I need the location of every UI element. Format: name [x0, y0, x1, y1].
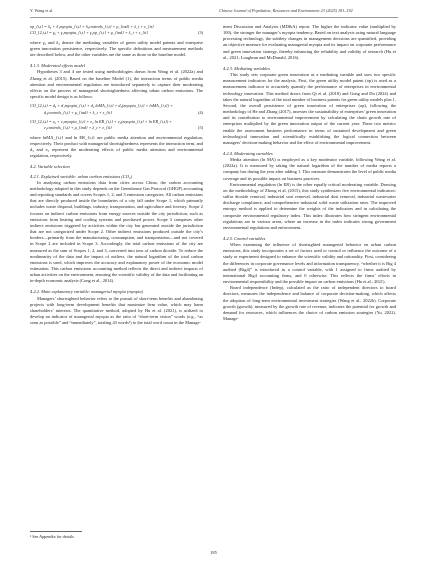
section-heading-4-1-3: 4.1.3. Moderated effects model	[30, 63, 85, 69]
paragraph-moderator-definitions: where lnMA_{i,t} and ln ER_{i,t} are public media attention and environmental regulation, respectively. Their product with managerial shortsightedness represents the interaction term, and d₃ and e₃ represent the moderating effects of public media attention and environmental regulation, respectively.	[30, 134, 203, 159]
paragraph-carbon-emissions: In analyzing carbon emissions data from cities across China, the carbon accounting methodology adopted in this study depends on the Greenhouse Gas Protocol (GHGP) accounting and reporting standards and covers Scopes 1, 2, and 3 emissions categories. All carbon emissions that are directly produced inside the boundaries of a city fall under Scope 1, which primarily includes waste disposal, buildings, industry, transportation, and agriculture and forestry. Scope 2 focuses on indirect carbon emissions from energy sources outside the city jurisdiction, such as emissions from heating and cooling systems and purchased power. Scope 3 comprises other indirect emissions triggered by activities within the city but generated outside the jurisdiction that are not categorized under Scope 2. Other indirect emissions produced outside the city’s borders—primarily from the manufacturing, consumption, and transportation—and not covered in Scope 2 are included in Scope 3. Accordingly, the total carbon emissions of the city are measured as the sum of Scopes 1, 2, and 3, converted into tons of carbon dioxide. To reduce the nonlinearity of the data and the impact of outliers, the natural logarithm of the total carbon emissions is used, which improves the accuracy and explanatory power of the economic model estimation. This carbon emissions accounting method reflects the direct and indirect impacts of urban activities on the environment, ensuring the scientific validity of the data and facilitating an in-depth economic analysis (Cong et al., 2014).	[30, 179, 203, 284]
section-heading-4-2-4: 4.2.4. Moderating variables	[223, 150, 273, 156]
paragraph-myopia-continued: ment Discussion and Analysis (MD&A) report. The higher the indicator value (multiplied by 100), the stronger the manager’s myopia tendency. Based on text analysis using natural language processing technology, the subtlety changes in management decisions are quantified, providing an objective measure for evaluating managerial myopia and its impact on corporate performance and green innovation strategy, thereby enhancing the reliability and validity of research (Hu et al., 2021; Loughran and McDonald, 2016).	[223, 24, 396, 60]
section-heading-4-2: 4.2. Variable selection	[30, 164, 70, 170]
paragraph-control-variables: When examining the influence of shortsighted managerial behavior on urban carbon emissions, this study incorporates a set of factors used to control or influence the outcome of a study or experiment designed to enhance the scientific validity and rationality. First, considering the differences in corporate governance levels and information transparency, “whether it is Big 4 audited (Big4)” is introduced as a control variable, with 1 assigned to firms audited by international Big4 accounting firms, and 0 otherwise. This reflects the firms’ efforts in environmental responsibility and the possible impact on carbon emissions (Hu et al., 2021).	[223, 242, 396, 285]
equation-3-number: (3)	[198, 30, 203, 36]
paragraph-environmental-regulation: Environmental regulation (ln ER) is the other equally critical moderating variable. Drawing on the methodology of Zhong et al. (2015), this study synthesizes five environmental indicators: sulfur dioxide removal, industrial soot removal, industrial dust removal, industrial wastewater discharge compliance, and comprehensive industrial solid waste utilization rates. The improved entropy method is applied to determine the weights of the indicators and in calculating the composite environmental regulatory index. This index illustrates how stringent environmental regulations are in various areas, where an increase in the index indicates strong government environmental regulations and enforcement.	[223, 181, 396, 230]
running-header-journal: Chinese Journal of Population, Resources and Environment 23 (2025) 181–192	[219, 8, 353, 13]
section-heading-4-2-2: 4.2.2. Main explanatory variable: managerial myopia (myopia)	[30, 289, 144, 295]
paragraph-managerial-myopia: Managers’ shortsighted behavior refers to the pursuit of short-term benefits and abandoning projects with long-term development benefits that maximize firm value, which may harm shareholders’ interests. The quantitative method, adopted by Hu et al. (2021), is utilized to develop an indicator of managerial myopia as the ratio of “short-term vision” words (e.g., “as soon as possible” and “immediately”, totaling 43 words¹) to the total word count in the Manage-	[30, 295, 203, 326]
paragraph-mediating-variables: This study sets corporate green innovation as a mediating variable and uses two specific measurement indicators for the analysis. First, the green utility model patent (op) is used as a measurement indicator to accurately quantify the performance of enterprises in environmental technology innovation. This method draws from Qi et al. (2018) and Gong and Du (2024) and takes the natural logarithm of the total number of business patents for green utility models plus 1. Second, the overall persistence of green innovation of enterprises (op), following the methodology of He and Zhang (2017), assesses the sustainability of enterprises’ green innovation and its contribution to environmental improvement by calculating the chain growth rate of enterprises multiplied by the green innovation output of the current year. These two metrics enable the assessment business performance in terms of sustained development and green technological innovation and scientifically establishing the logical connection between managers’ decision-making behavior and the effect of environmental improvement.	[223, 72, 396, 145]
equation-5-body: e₄controls_{i,t} + μ_{ind} + λ_t + ε_{it}	[44, 125, 112, 131]
paragraph-mediator-definitions: where γ₂ and δ₂ denote the mediating variables of green utility model patents and enterprise green innovation persistence, respectively. The specific definitions and measurement methods are described below, and the other variables are the same as those in the baseline model.	[30, 39, 203, 58]
header-rule	[30, 17, 398, 18]
section-heading-4-2-5: 4.2.5. Control variables	[223, 236, 266, 241]
paragraph-moderated-model: Hypotheses 3 and 4 are tested using methodologies drawn from Wang et al. (2022a) and Zhong et al. (2015). Based on the baseline Model (1), the interaction terms of public media attention and environmental regulation are introduced separately to capture their moderating effects on the process of managerial shortsightedness affecting urban carbon emissions. The specific model design is as follows.	[30, 69, 203, 100]
equation-4-body: d₄controls_{i,t} + μ_{ind} + λ_t + ε_{it}	[44, 109, 113, 115]
equation-3-body: CO_{2,i,t} = γ₀ + γ₁myopia_{i,t} + γ₂op_{i,t} + μ_{ind} + λ_t + ε_{it}	[30, 30, 149, 36]
right-column	[223, 24, 396, 322]
equation-4-number: (4)	[198, 109, 203, 115]
footnote: ¹ See Appendix for details.	[30, 534, 75, 539]
equation-4-line-1: CO_{2,i,t} = d₀ + d₁myopia_{i,t} + d₂ lnMA_{i,t} + d₃(myopia_{i,t} × lnMA_{i,t}) +	[30, 103, 173, 109]
equation-5-line-1: CO_{2,i,t} = e₀ + e₁myopia_{i,t} + e₂ ln ER_{i,t} + e₃(myopia_{i,t} × ln ER_{i,t}) +	[30, 119, 173, 125]
paragraph-media-attention: Media attention (ln MA) is employed as a key moderator variable, following Wang et al. (2022a). It is measured by taking the natural logarithm of the number of media reports a company has during the year after adding 1. This measure demonstrates the level of public media coverage and its possible impact on business practices.	[223, 157, 396, 181]
section-heading-4-2-1: 4.2.1. Explained variable: urban carbon emissions (CO₂)	[30, 173, 132, 179]
left-column	[30, 24, 203, 326]
page-number: 185	[210, 550, 217, 555]
equation-5-number: (5)	[198, 125, 203, 131]
paragraph-board-independence: Board independence (Indep), calculated as the ratio of independent directors to board directors, measures the independence and balance of corporate decision-making, which affects the adoption of long-term environmental investment strategies (Wang et al., 2022b). Corporate growth (growth), measured by the growth rate of revenue, indicates the potential for growth and demand for resources, which influences the choice of carbon emission strategies (Yu, 2022). Manage-	[223, 285, 396, 322]
footnote-rule	[30, 531, 82, 532]
running-header-authors: Y. Wang et al.	[30, 8, 54, 13]
section-heading-4-2-3: 4.2.3. Mediating variables	[223, 65, 270, 71]
equation-2: op_{i,t} = δ₀ + δ₁myopia_{i,t} + δ₂controls_{i,t} + μ_{ind} + λ_t + ε_{it}	[30, 24, 154, 29]
